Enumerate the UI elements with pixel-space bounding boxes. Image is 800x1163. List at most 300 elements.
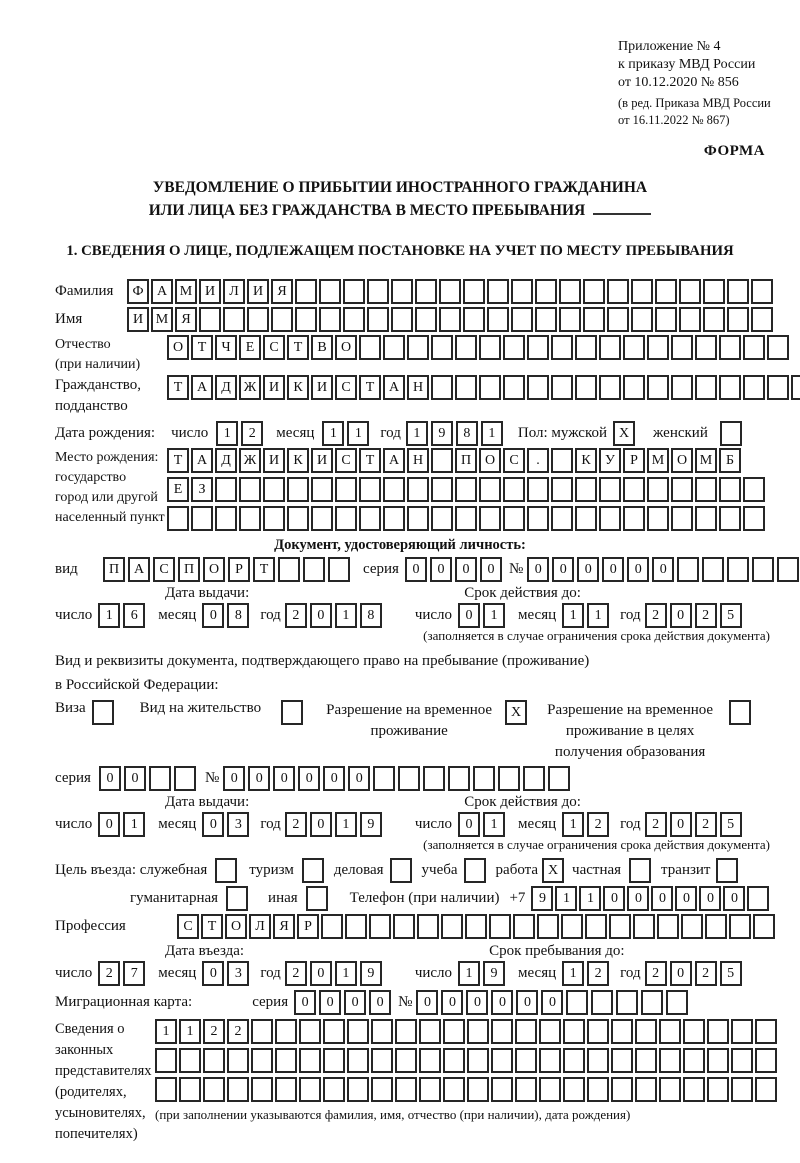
empty-cell <box>716 858 738 883</box>
empty-cell <box>611 1048 633 1073</box>
char-cell: 1 <box>562 961 584 986</box>
char-cell: 0 <box>323 766 345 791</box>
entry-dates-row <box>55 961 800 986</box>
char-cell: 0 <box>627 886 649 911</box>
char-cell: 0 <box>458 603 480 628</box>
empty-cell <box>511 279 533 304</box>
empty-cell <box>179 1048 201 1073</box>
empty-cell <box>395 1019 417 1044</box>
empty-cell <box>335 477 357 502</box>
empty-cell <box>303 557 325 582</box>
empty-cell <box>607 307 629 332</box>
char-cell: 5 <box>720 812 742 837</box>
char-cell: И <box>247 279 269 304</box>
migration-series-cells <box>294 990 394 1015</box>
empty-cell <box>599 477 621 502</box>
series-label: серия <box>252 994 289 1010</box>
empty-cell <box>657 914 679 939</box>
annex-line: к приказу МВД России <box>618 57 756 72</box>
empty-cell <box>223 307 245 332</box>
empty-cell <box>423 766 445 791</box>
char-cell: О <box>203 557 225 582</box>
char-cell: 1 <box>335 812 357 837</box>
empty-cell <box>616 990 638 1015</box>
name-row <box>55 307 800 332</box>
empty-cell <box>503 335 525 360</box>
empty-cell <box>591 990 613 1015</box>
char-cell: К <box>287 375 309 400</box>
empty-cell <box>251 1019 273 1044</box>
char-cell: 0 <box>480 557 502 582</box>
empty-cell <box>489 914 511 939</box>
empty-cell <box>215 506 237 531</box>
empty-cell <box>731 1048 753 1073</box>
birthplace-cells-row1 <box>167 448 767 473</box>
year-label: год <box>620 607 641 623</box>
empty-cell <box>587 1048 609 1073</box>
work-label: работа <box>495 862 539 878</box>
birthplace-row <box>55 448 800 535</box>
visa-checkbox <box>92 700 116 725</box>
char-cell: 0 <box>98 812 120 837</box>
empty-cell <box>583 279 605 304</box>
empty-cell <box>655 279 677 304</box>
char-cell: С <box>335 448 357 473</box>
day-label: число <box>414 607 453 623</box>
patronymic-label <box>55 335 167 375</box>
empty-cell <box>727 279 749 304</box>
empty-cell <box>191 506 213 531</box>
empty-cell <box>755 1019 777 1044</box>
birthplace-cells-row3 <box>167 506 767 531</box>
id-valid-month-cells <box>562 603 612 628</box>
empty-cell <box>623 375 645 400</box>
business-checkbox <box>390 858 414 883</box>
char-cell: 1 <box>562 812 584 837</box>
char-cell: О <box>671 448 693 473</box>
char-cell: 2 <box>587 812 609 837</box>
empty-cell <box>599 375 621 400</box>
char-cell: 0 <box>670 603 692 628</box>
empty-cell <box>719 477 741 502</box>
temp-permit-label: Разрешение на временное проживание <box>326 702 493 739</box>
entry-day-cells <box>98 961 148 986</box>
char-cell: X <box>613 421 635 446</box>
representatives-label-line: усыновителях, <box>55 1105 146 1121</box>
empty-cell <box>306 886 328 911</box>
birth-day-cells <box>216 421 266 446</box>
empty-cell <box>448 766 470 791</box>
empty-cell <box>607 279 629 304</box>
char-cell: 0 <box>670 812 692 837</box>
char-cell: Т <box>167 448 189 473</box>
transit-checkbox <box>716 858 740 883</box>
char-cell: 0 <box>670 961 692 986</box>
study-label: учеба <box>421 862 458 878</box>
char-cell: 0 <box>541 990 563 1015</box>
entry-month-cells <box>202 961 252 986</box>
empty-cell <box>463 307 485 332</box>
char-cell: 0 <box>202 603 224 628</box>
char-cell: X <box>505 700 527 725</box>
sex-male-label: Пол: мужской <box>517 425 608 441</box>
representatives-label-line: попечителях) <box>55 1126 138 1142</box>
empty-cell <box>467 1077 489 1102</box>
empty-cell <box>295 307 317 332</box>
issue-date-label: Дата выдачи: <box>165 585 250 601</box>
entry-date-label: Дата въезда: <box>165 943 245 959</box>
char-cell: 0 <box>223 766 245 791</box>
permit-dates-row <box>55 812 800 837</box>
empty-cell <box>391 279 413 304</box>
permit-issue-month-cells <box>202 812 252 837</box>
surname-label: Фамилия <box>55 283 114 299</box>
phone-cells <box>531 886 771 911</box>
empty-cell <box>743 506 765 531</box>
empty-cell <box>299 1019 321 1044</box>
patronymic-row <box>55 335 800 375</box>
empty-cell <box>659 1077 681 1102</box>
empty-cell <box>551 335 573 360</box>
char-cell: 0 <box>603 886 625 911</box>
number-label: № <box>398 994 413 1010</box>
empty-cell <box>743 335 765 360</box>
empty-cell <box>321 914 343 939</box>
char-cell: О <box>479 448 501 473</box>
empty-cell <box>679 307 701 332</box>
empty-cell <box>707 1077 729 1102</box>
humanitarian-checkbox <box>226 886 250 911</box>
char-cell: 0 <box>319 990 341 1015</box>
empty-cell <box>747 886 769 911</box>
empty-cell <box>647 506 669 531</box>
representatives-cells-row1 <box>155 1019 779 1044</box>
empty-cell <box>431 335 453 360</box>
empty-cell <box>251 1077 273 1102</box>
char-cell: 0 <box>405 557 427 582</box>
month-label: месяц <box>276 425 315 441</box>
empty-cell <box>383 506 405 531</box>
char-cell: 0 <box>348 766 370 791</box>
empty-cell <box>464 858 486 883</box>
char-cell: З <box>191 477 213 502</box>
char-cell: 1 <box>555 886 577 911</box>
char-cell: Т <box>167 375 189 400</box>
empty-cell <box>281 700 303 725</box>
char-cell: 5 <box>720 603 742 628</box>
char-cell: 0 <box>577 557 599 582</box>
empty-cell <box>666 990 688 1015</box>
char-cell: 3 <box>227 812 249 837</box>
empty-cell <box>659 1019 681 1044</box>
empty-cell <box>398 766 420 791</box>
char-cell: X <box>542 858 564 883</box>
empty-cell <box>215 477 237 502</box>
empty-cell <box>323 1077 345 1102</box>
representatives-label-line: (родителях, <box>55 1084 127 1100</box>
representatives-label-line: законных <box>55 1042 114 1058</box>
char-cell: 0 <box>458 812 480 837</box>
patronymic-note: (при наличии) <box>55 357 141 372</box>
work-checkbox <box>542 858 566 883</box>
empty-cell <box>302 858 324 883</box>
empty-cell <box>767 375 789 400</box>
empty-cell <box>671 477 693 502</box>
char-cell: У <box>599 448 621 473</box>
char-cell: 0 <box>294 990 316 1015</box>
empty-cell <box>635 1048 657 1073</box>
birthplace-label-line: Место рождения: <box>55 450 159 465</box>
empty-cell <box>251 1048 273 1073</box>
empty-cell <box>371 1048 393 1073</box>
empty-cell <box>727 307 749 332</box>
char-cell: 7 <box>123 961 145 986</box>
char-cell: Ч <box>215 335 237 360</box>
empty-cell <box>563 1019 585 1044</box>
resident-doc-text <box>55 649 800 697</box>
sex-female-label: женский <box>653 425 708 441</box>
empty-cell <box>287 506 309 531</box>
empty-cell <box>367 307 389 332</box>
empty-cell <box>539 1048 561 1073</box>
year-label: год <box>620 965 641 981</box>
char-cell: Л <box>223 279 245 304</box>
month-label: месяц <box>518 607 557 623</box>
char-cell: Я <box>271 279 293 304</box>
empty-cell <box>611 1019 633 1044</box>
char-cell: 1 <box>483 812 505 837</box>
migration-card-label: Миграционная карта: <box>55 994 193 1010</box>
empty-cell <box>635 1077 657 1102</box>
empty-cell <box>179 1077 201 1102</box>
char-cell: М <box>151 307 173 332</box>
empty-cell <box>415 307 437 332</box>
empty-cell <box>559 279 581 304</box>
empty-cell <box>719 375 741 400</box>
empty-cell <box>551 506 573 531</box>
char-cell: 2 <box>695 961 717 986</box>
empty-cell <box>311 506 333 531</box>
char-cell: Ж <box>239 448 261 473</box>
char-cell: Д <box>215 375 237 400</box>
day-label: число <box>55 816 93 832</box>
empty-cell <box>465 914 487 939</box>
empty-cell <box>226 886 248 911</box>
empty-cell <box>467 1048 489 1073</box>
char-cell: 2 <box>645 603 667 628</box>
empty-cell <box>479 335 501 360</box>
citizenship-cells <box>167 375 800 400</box>
birthplace-cells-block <box>167 448 767 535</box>
id-doc-dates-row <box>55 603 800 628</box>
birth-date-row <box>55 421 800 446</box>
empty-cell <box>149 766 171 791</box>
citizenship-label <box>55 375 167 417</box>
char-cell: 2 <box>285 603 307 628</box>
char-cell: М <box>647 448 669 473</box>
empty-cell <box>611 1077 633 1102</box>
char-cell: 0 <box>627 557 649 582</box>
issue-date-label: Дата выдачи: <box>165 794 250 810</box>
visa-label: Виза <box>55 700 86 716</box>
other-label: иная <box>268 890 298 906</box>
private-label: частная <box>572 862 622 878</box>
char-cell: 0 <box>369 990 391 1015</box>
char-cell: 2 <box>695 603 717 628</box>
empty-cell <box>671 375 693 400</box>
empty-cell <box>563 1077 585 1102</box>
number-label: № <box>508 561 524 577</box>
valid-until-label: Срок действия до: <box>464 585 581 601</box>
char-cell: 0 <box>441 990 463 1015</box>
empty-cell <box>751 307 773 332</box>
empty-cell <box>395 1048 417 1073</box>
form-title <box>0 176 800 222</box>
empty-cell <box>275 1077 297 1102</box>
private-checkbox <box>629 858 653 883</box>
char-cell: Т <box>287 335 309 360</box>
char-cell: 1 <box>406 421 428 446</box>
char-cell: И <box>199 279 221 304</box>
char-cell: П <box>178 557 200 582</box>
empty-cell <box>443 1077 465 1102</box>
empty-cell <box>479 375 501 400</box>
empty-cell <box>755 1048 777 1073</box>
empty-cell <box>311 477 333 502</box>
empty-cell <box>415 279 437 304</box>
empty-cell <box>287 477 309 502</box>
id-doc-kind-row <box>55 557 800 582</box>
empty-cell <box>743 477 765 502</box>
char-cell: 0 <box>273 766 295 791</box>
birth-year-cells <box>406 421 506 446</box>
empty-cell <box>347 1019 369 1044</box>
entry-dates-header <box>55 943 800 960</box>
empty-cell <box>199 307 221 332</box>
permit-series-cells <box>99 766 199 791</box>
empty-cell <box>631 279 653 304</box>
migration-number-cells <box>416 990 691 1015</box>
empty-cell <box>369 914 391 939</box>
char-cell: 0 <box>723 886 745 911</box>
id-doc-series-cells <box>405 557 505 582</box>
char-cell: 1 <box>579 886 601 911</box>
id-issue-day-cells <box>98 603 148 628</box>
char-cell: В <box>311 335 333 360</box>
empty-cell <box>566 990 588 1015</box>
empty-cell <box>659 1048 681 1073</box>
empty-cell <box>431 477 453 502</box>
char-cell: Л <box>249 914 271 939</box>
empty-cell <box>319 279 341 304</box>
study-checkbox <box>464 858 488 883</box>
char-cell: 1 <box>458 961 480 986</box>
empty-cell <box>155 1077 177 1102</box>
empty-cell <box>473 766 495 791</box>
empty-cell <box>695 506 717 531</box>
empty-cell <box>278 557 300 582</box>
char-cell: Е <box>239 335 261 360</box>
profession-label: Профессия <box>55 918 126 934</box>
empty-cell <box>299 1048 321 1073</box>
empty-cell <box>455 506 477 531</box>
empty-cell <box>641 990 663 1015</box>
stay-day-cells <box>458 961 508 986</box>
char-cell: И <box>127 307 149 332</box>
empty-cell <box>407 477 429 502</box>
empty-cell <box>559 307 581 332</box>
char-cell: Т <box>191 335 213 360</box>
char-cell: 0 <box>416 990 438 1015</box>
empty-cell <box>695 375 717 400</box>
empty-cell <box>487 307 509 332</box>
empty-cell <box>527 506 549 531</box>
empty-cell <box>583 307 605 332</box>
empty-cell <box>537 914 559 939</box>
empty-cell <box>683 1077 705 1102</box>
permit-number-cells <box>223 766 573 791</box>
empty-cell <box>695 477 717 502</box>
empty-cell <box>515 1048 537 1073</box>
empty-cell <box>443 1048 465 1073</box>
char-cell: И <box>263 448 285 473</box>
empty-cell <box>791 375 800 400</box>
empty-cell <box>371 1019 393 1044</box>
char-cell: 1 <box>483 603 505 628</box>
empty-cell <box>439 279 461 304</box>
char-cell: Р <box>297 914 319 939</box>
empty-cell <box>328 557 350 582</box>
char-cell: 5 <box>720 961 742 986</box>
char-cell: 1 <box>481 421 503 446</box>
permit-issue-day-cells <box>98 812 148 837</box>
valid-note: (заполняется в случае ограничения срока действия документа) <box>423 628 770 643</box>
empty-cell <box>498 766 520 791</box>
empty-cell <box>491 1077 513 1102</box>
empty-cell <box>647 477 669 502</box>
empty-cell <box>441 914 463 939</box>
patronymic-label-line: Отчество <box>55 337 111 352</box>
purpose-official-label: Цель въезда: служебная <box>55 862 208 878</box>
empty-cell <box>515 1077 537 1102</box>
char-cell: 2 <box>645 812 667 837</box>
char-cell: Р <box>228 557 250 582</box>
char-cell: Т <box>359 375 381 400</box>
empty-cell <box>431 448 453 473</box>
kind-label: вид <box>55 561 78 577</box>
empty-cell <box>227 1048 249 1073</box>
birth-month-cells <box>322 421 372 446</box>
char-cell: 1 <box>335 603 357 628</box>
char-cell: А <box>151 279 173 304</box>
char-cell: 1 <box>216 421 238 446</box>
char-cell: 0 <box>430 557 452 582</box>
representatives-label-line: Сведения о <box>55 1021 125 1037</box>
empty-cell <box>535 279 557 304</box>
empty-cell <box>647 335 669 360</box>
char-cell: 9 <box>531 886 553 911</box>
empty-cell <box>707 1048 729 1073</box>
empty-cell <box>703 279 725 304</box>
empty-cell <box>707 1019 729 1044</box>
char-cell: К <box>287 448 309 473</box>
representatives-cells-row3 <box>155 1077 779 1102</box>
char-cell: 0 <box>516 990 538 1015</box>
temp-permit-checkbox <box>505 700 529 725</box>
permit-series-row <box>55 766 800 791</box>
empty-cell <box>174 766 196 791</box>
char-cell: Ф <box>127 279 149 304</box>
